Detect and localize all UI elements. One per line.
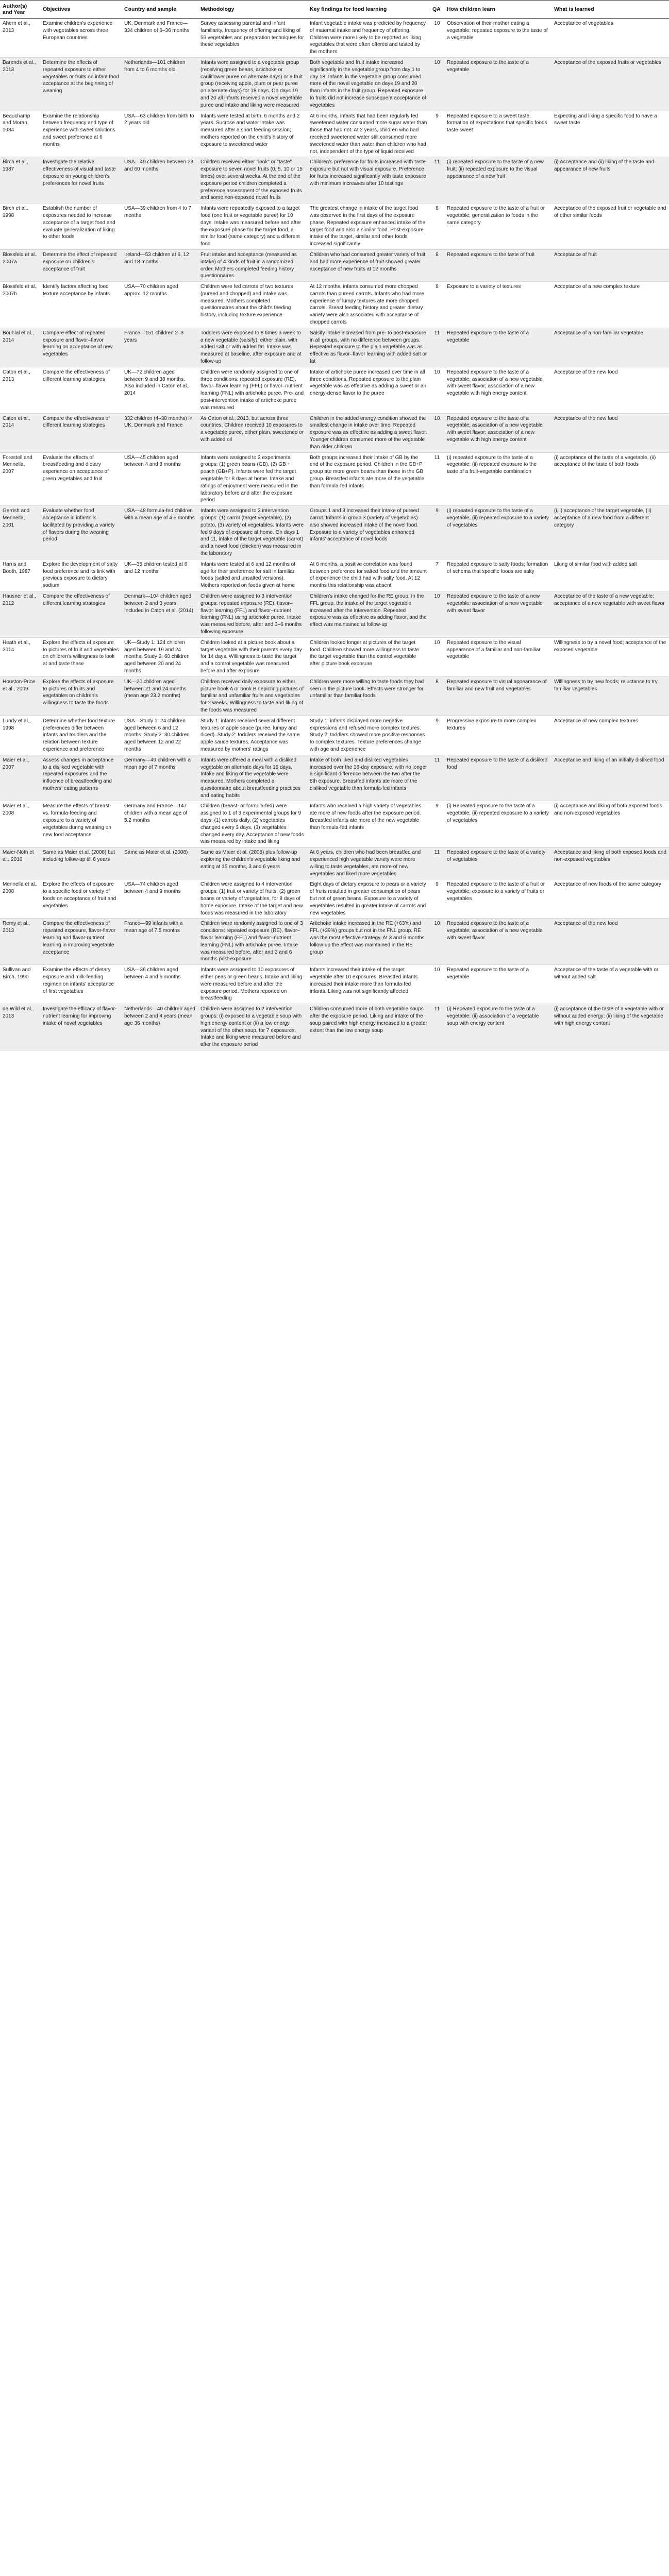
cell-findings: At 6 months, infants that had been regularly fed sweetened water consumed more sugar water than those that had not. At 2 years, children who had received sweetened water still consumed more sweetened water than water than children who had not, independent of the type of liquid received xyxy=(307,111,430,157)
cell-how: Repeated exposure to the taste of a new vegetable; association of a new vegetable with sweet flavor xyxy=(444,591,551,637)
cell-what: Acceptance and liking of both exposed foods and non-exposed vegetables xyxy=(551,848,669,879)
cell-findings: Infants increased their intake of the target vegetable after 10 exposures. Breastfed infants increased their intake more than formula-fed infants. Liking was not significantly affected xyxy=(307,965,430,1004)
cell-author: Harris and Booth, 1987 xyxy=(0,559,40,591)
cell-qa: 9 xyxy=(430,716,444,755)
cell-methodology: Infants were tested at birth, 6 months and 2 years. Sucrose and water intake was measured after a short feeding session; mothers reported on the child's history of exposure to sweetened water xyxy=(198,111,307,157)
cell-findings: Both groups increased their intake of GB by the end of the exposure period. Children in the GB+P group ate more green beans than those in the GB group. Breastfed infants ate more of the vegetable than formula-fed infants xyxy=(307,452,430,506)
cell-what: Willingness to try new foods; reluctance to try familiar vegetables xyxy=(551,676,669,716)
table-row xyxy=(0,1004,669,1050)
cell-author: Blossfeld et al., 2007a xyxy=(0,249,40,281)
cell-findings: Children consumed more of both vegetable soups after the exposure period. Liking and intake of the soup paired with high energy increased to a greater extent than the low energy soup xyxy=(307,1004,430,1050)
cell-objectives: Identify factors affecting food texture acceptance by infants xyxy=(40,282,122,328)
cell-methodology: Infants were tested at 6 and 12 months of age for their preference for salt in familiar foods (salted and unsalted versions). Mothers reported on foods given at home xyxy=(198,559,307,591)
cell-objectives: Assess changes in acceptance to a disliked vegetable with repeated exposures and the influence of breastfeeding and mothers' eating patterns xyxy=(40,755,122,801)
cell-author: de Wild et al., 2013 xyxy=(0,1004,40,1050)
cell-how: Repeated exposure to the taste of a vegetable; association of a new vegetable with sweet flavor; association of a new vegetable with high energy content xyxy=(444,413,551,452)
cell-sample: UK—35 children tested at 6 and 12 months xyxy=(122,559,198,591)
cell-methodology: Fruit intake and acceptance (measured as intake) of 4 kinds of fruit in a randomized order. Mothers completed feeding history questionnaires xyxy=(198,249,307,281)
cell-findings: Children looked longer at pictures of the target food. Children showed more willingness to taste the target vegetable than the control vegetable after picture book exposure xyxy=(307,637,430,676)
cell-objectives: Compare the effectiveness of different learning strategies xyxy=(40,413,122,452)
cell-findings: At 6 months, a positive correlation was found between preference for salted food and the amount of experience the child had with salty food. At 12 months this relationship was absent xyxy=(307,559,430,591)
cell-objectives: Measure the effects of breast- vs. formula-feeding and exposure to a variety of vegetables during weaning on new food acceptance xyxy=(40,801,122,848)
cell-methodology: Toddlers were exposed to 8 times a week to a new vegetable (salsify), either plain, with added salt or with added fat. Intake was measured at baseline, after exposure and at follow-up xyxy=(198,328,307,367)
cell-author: Ahern et al., 2013 xyxy=(0,19,40,58)
cell-how: Repeated exposure to the taste of a vegetable; association of a new vegetable with sweet flavor; association of a new vegetable with high energy content xyxy=(444,367,551,413)
header-what: What is learned xyxy=(551,1,669,19)
header-objectives: Objectives xyxy=(40,1,122,19)
table-row xyxy=(0,157,669,204)
cell-objectives: Same as Maier et al. (2008) but including follow-up till 6 years xyxy=(40,848,122,879)
cell-author: Sullivan and Birch, 1990 xyxy=(0,965,40,1004)
cell-findings: The greatest change in intake of the target food was observed in the first days of the exposure phase. Repeated exposure enhanced intake of the target food and also a similar food. Post-exposure intake of the target, similar and other foods increased significantly xyxy=(307,204,430,250)
cell-sample: France—151 children 2–3 years xyxy=(122,328,198,367)
cell-findings: Intake of both liked and disliked vegetables increased over the 16-day exposure, with no longer a significant difference between the two after the 8th exposure. Breastfed infants ate more of the disliked vegetable than formula-fed infants xyxy=(307,755,430,801)
cell-how: Exposure to a variety of textures xyxy=(444,282,551,328)
cell-findings: Salsify intake increased from pre- to post-exposure in all groups, with no difference between groups. Repeated exposure to the plain vegetable was as effective as flavor–flavor learning with added salt or fat xyxy=(307,328,430,367)
cell-objectives: Examine children's experience with vegetables across three European countries xyxy=(40,19,122,58)
cell-sample: Same as Maier et al. (2008) xyxy=(122,848,198,879)
cell-methodology: Children were fed carrots of two textures (pureed and chopped) and intake was measured. Mothers completed questionnaires about the child's feeding history, including texture experience xyxy=(198,282,307,328)
cell-sample: USA—48 formula-fed children with a mean age of 4.5 months xyxy=(122,506,198,560)
cell-sample: USA—70 children aged approx. 12 months xyxy=(122,282,198,328)
cell-objectives: Investigate the efficacy of flavor-nutrient learning for improving intake of novel vegetables xyxy=(40,1004,122,1050)
cell-objectives: Explore the development of salty food preference and its link with previous exposure to dietary sodium xyxy=(40,559,122,591)
table-row xyxy=(0,676,669,716)
table-row xyxy=(0,965,669,1004)
cell-findings: Intake of artichoke puree increased over time in all three conditions. Repeated exposure to the plain vegetable was as effective as adding a sweet or an energy-dense flavor to the puree xyxy=(307,367,430,413)
header-methodology: Methodology xyxy=(198,1,307,19)
cell-objectives: Examine the effects of dietary exposure and milk-feeding regimen on infants' acceptance of first vegetables xyxy=(40,965,122,1004)
cell-methodology: Infants were assigned to 3 intervention groups: (1) carrot (target vegetable), (2) potato, (3) variety of vegetables. Infants were fed 9 days of exposure at home. On days 1 and 11, intake of the target vegetable (carrot) and a novel food (chicken) was measured in the laboratory xyxy=(198,506,307,560)
cell-qa: 10 xyxy=(430,919,444,965)
cell-methodology: Children were assigned to 2 intervention groups: (i) exposed to a vegetable soup with high energy content or (ii) a low energy variant of the other soup, for 7 exposures. Intake and liking were measured before and after the exposure period xyxy=(198,1004,307,1050)
cell-what: (i) Acceptance and liking of both exposed foods and non-exposed vegetables xyxy=(551,801,669,848)
cell-sample: Denmark—104 children aged between 2 and 3 years. Included in Caton et al. (2014) xyxy=(122,591,198,637)
cell-sample: 332 children (4–38 months) in UK, Denmark and France xyxy=(122,413,198,452)
table-row xyxy=(0,848,669,879)
cell-author: Maier-Nöth et al., 2016 xyxy=(0,848,40,879)
cell-qa: 10 xyxy=(430,57,444,111)
cell-qa: 9 xyxy=(430,506,444,560)
cell-qa: 11 xyxy=(430,157,444,204)
cell-sample: USA—45 children aged between 4 and 8 months xyxy=(122,452,198,506)
cell-how: (i) Repeated exposure to the taste of a vegetable; (ii) association of a vegetable soup with energy content xyxy=(444,1004,551,1050)
cell-author: Gerrish and Mennella, 2001 xyxy=(0,506,40,560)
cell-what: Acceptance of a non-familiar vegetable xyxy=(551,328,669,367)
cell-how: Repeated exposure to salty foods; formation of schema that specific foods are salty xyxy=(444,559,551,591)
cell-how: Repeated exposure to the taste of a disliked food xyxy=(444,755,551,801)
cell-qa: 8 xyxy=(430,204,444,250)
cell-methodology: Children received either "look" or "taste" exposure to seven novel fruits (0, 5, 10 or 15 times) over several weeks. At the end of the exposure period children completed a preference assessment of the exposed fruits and some non-exposed novel fruits xyxy=(198,157,307,204)
cell-qa: 11 xyxy=(430,848,444,879)
cell-author: Barends et al., 2013 xyxy=(0,57,40,111)
cell-author: Maier et al., 2007 xyxy=(0,755,40,801)
cell-what: Acceptance and liking of an initially disliked food xyxy=(551,755,669,801)
cell-findings: Study 1: infants displayed more negative expressions and refused more complex textures. Study 2: toddlers showed more positive responses to complex textures. Texture preferences change with age and experience xyxy=(307,716,430,755)
cell-author: Birch et al., 1987 xyxy=(0,157,40,204)
cell-methodology: Children were assigned to 3 intervention groups: repeated exposure (RE), flavor–flavor learning (FFL) and flavor–nutrient learning (FNL) using artichoke puree. Intake was measured before, after and 3–6 months following exposure xyxy=(198,591,307,637)
cell-methodology: Infants were assigned to a vegetable group (receiving green beans, artichoke or cauliflower puree on alternate days) or a fruit group (receiving apple, plum or pear puree on alternate days) for 18 days. On days 19 and 20 all infants received a novel vegetable puree and intake and liking were measured xyxy=(198,57,307,111)
cell-qa: 9 xyxy=(430,801,444,848)
cell-findings: Children in the added energy condition showed the smallest change in intake over time. Repeated exposure was as effective as adding a sweet flavor. Younger children consumed more of the vegetable than older children xyxy=(307,413,430,452)
table-row xyxy=(0,57,669,111)
cell-what: Acceptance of the exposed fruit or vegetable and of other similar foods xyxy=(551,204,669,250)
cell-sample: UK, Denmark and France—334 children of 6–36 months xyxy=(122,19,198,58)
cell-methodology: Survey assessing parental and infant familiarity, frequency of offering and liking of 56 vegetables and preparation techniques for these vegetables xyxy=(198,19,307,58)
cell-qa: 9 xyxy=(430,111,444,157)
cell-how: Repeated exposure to visual appearance of familiar and new fruit and vegetables xyxy=(444,676,551,716)
cell-objectives: Compare the effectiveness of repeated exposure, flavor-flavor learning and flavor-nutrient learning in improving vegetable acceptance xyxy=(40,919,122,965)
cell-findings: Infant vegetable intake was predicted by frequency of maternal intake and frequency of offering. Children were more likely to be reported as liking vegetables that were often offered and tasted by the mothers xyxy=(307,19,430,58)
cell-objectives: Explore the effects of exposure to pictures of fruit and vegetables on children's willingness to look at and taste these xyxy=(40,637,122,676)
cell-objectives: Investigate the relative effectiveness of visual and taste exposure on young children's preferences for novel fruits xyxy=(40,157,122,204)
cell-author: Houston-Price et al., 2009 xyxy=(0,676,40,716)
cell-methodology: Infants were repeatedly exposed to a target food (one fruit or vegetable puree) for 10 days. Intake was measured before and after the exposure phase for the target food, a similar food (same category) and a different food xyxy=(198,204,307,250)
header-findings: Key findings for food learning xyxy=(307,1,430,19)
table-row xyxy=(0,204,669,250)
cell-how: Repeated exposure to the taste of a fruit or vegetable; exposure to a variety of fruits or vegetables xyxy=(444,879,551,919)
cell-qa: 11 xyxy=(430,755,444,801)
cell-objectives: Compare effect of repeated exposure and flavor–flavor learning on acceptance of new vegetables xyxy=(40,328,122,367)
cell-what: Acceptance of fruit xyxy=(551,249,669,281)
cell-what: Acceptance of the exposed fruits or vegetables xyxy=(551,57,669,111)
cell-methodology: Children were randomly assigned to one of three conditions: repeated exposure (RE), flavor–flavor learning (FFL) or flavor–nutrient learning (FNL) with artichoke puree. Pre- and post-intervention intake of artichoke puree was measured xyxy=(198,367,307,413)
cell-sample: USA—74 children aged between 4 and 9 months xyxy=(122,879,198,919)
cell-what: Expecting and liking a specific food to have a sweet taste xyxy=(551,111,669,157)
cell-author: Heath et al., 2014 xyxy=(0,637,40,676)
cell-sample: Netherlands—40 children aged between 2 and 4 years (mean age 36 months) xyxy=(122,1004,198,1050)
cell-qa: 9 xyxy=(430,879,444,919)
cell-objectives: Compare the effectiveness of different learning strategies xyxy=(40,591,122,637)
cell-qa: 8 xyxy=(430,282,444,328)
table-row xyxy=(0,367,669,413)
cell-findings: Both vegetable and fruit intake increased significantly in the vegetable group from day 1 to day 18. Infants in the vegetable group consumed more of the novel vegetable on days 19 and 20 than infants in the fruit group. Repeated exposure to fruits did not increase subsequent acceptance of vegetables xyxy=(307,57,430,111)
cell-qa: 11 xyxy=(430,452,444,506)
table-row xyxy=(0,249,669,281)
cell-sample: UK—20 children aged between 21 and 24 months (mean age 23.2 months) xyxy=(122,676,198,716)
cell-findings: Children's intake changed for the RE group. In the FFL group, the intake of the target vegetable increased after the intervention. Repeated exposure was as effective as adding flavor, and the effect was maintained at follow-up xyxy=(307,591,430,637)
cell-methodology: Children received daily exposure to either picture book A or book B depicting pictures of familiar and unfamiliar fruits and vegetables for 2 weeks. Willingness to taste and liking of the foods was measured xyxy=(198,676,307,716)
cell-qa: 10 xyxy=(430,965,444,1004)
cell-author: Bouhlal et al., 2014 xyxy=(0,328,40,367)
cell-findings: Eight days of dietary exposure to pears or a variety of fruits resulted in greater consumption of pears but not of green beans. Exposure to a variety of vegetables resulted in greater intake of carrots and new vegetables xyxy=(307,879,430,919)
cell-how: Repeated exposure to the taste of a vegetable xyxy=(444,965,551,1004)
cell-qa: 10 xyxy=(430,413,444,452)
cell-how: (i) repeated exposure to the taste of a new fruit; (ii) repeated exposure to the visual appearance of a new fruit xyxy=(444,157,551,204)
table-row xyxy=(0,506,669,560)
cell-how: Repeated exposure to the taste of a vegetable xyxy=(444,328,551,367)
cell-what: Acceptance of the new food xyxy=(551,919,669,965)
cell-methodology: Children were randomly assigned to one of 3 conditions: repeated exposure (RE), flavor–flavor learning (FFL) and flavor–nutrient learning (FNL) with artichoke puree. Intake was measured before, after and 3 and 6 months post-exposure xyxy=(198,919,307,965)
header-how: How children learn xyxy=(444,1,551,19)
cell-qa: 10 xyxy=(430,591,444,637)
table-header xyxy=(0,1,669,19)
cell-objectives: Establish the number of exposures needed to increase acceptance of a target food and evaluate generalization of liking to other foods xyxy=(40,204,122,250)
cell-how: Progressive exposure to more complex textures xyxy=(444,716,551,755)
table-row xyxy=(0,716,669,755)
cell-methodology: Children looked at a picture book about a target vegetable with their parents every day for 14 days. Willingness to taste the target and a control vegetable was measured before and after exposure xyxy=(198,637,307,676)
cell-methodology: Children were assigned to 4 intervention groups: (1) fruit or variety of fruits; (2) green beans or variety of vegetables, for 8 days of home exposure. Intake of the target and new foods was measured in the laboratory xyxy=(198,879,307,919)
cell-author: Lundy et al., 1998 xyxy=(0,716,40,755)
cell-qa: 8 xyxy=(430,249,444,281)
table-body xyxy=(0,19,669,1050)
cell-findings: Infants who received a high variety of vegetables ate more of new foods after the exposure period. Breastfed infants ate more of the new vegetable than formula-fed infants xyxy=(307,801,430,848)
cell-author: Caton et al., 2014 xyxy=(0,413,40,452)
cell-methodology: Infants were assigned to 2 experimental groups: (1) green beans (GB), (2) GB + peach (GB+P). Infants were fed the target vegetable for 8 days at home. Intake and ratings of enjoyment were measured in the laboratory before and after the exposure period xyxy=(198,452,307,506)
cell-objectives: Compare the effectiveness of different learning strategies xyxy=(40,367,122,413)
cell-what: Willingness to try a novel food; acceptance of the exposed vegetable xyxy=(551,637,669,676)
cell-what: Acceptance of the taste of a vegetable with or without added salt xyxy=(551,965,669,1004)
cell-qa: 10 xyxy=(430,19,444,58)
table-row xyxy=(0,559,669,591)
cell-sample: UK—Study 1: 124 children aged between 19 and 24 months; Study 2: 60 children aged between 20 and 24 months xyxy=(122,637,198,676)
cell-how: Repeated exposure to the taste of a vegetable; association of a new vegetable with sweet flavor xyxy=(444,919,551,965)
cell-how: (i) repeated exposure to the taste of a vegetable; (ii) repeated exposure to the taste of a fruit-vegetable combination xyxy=(444,452,551,506)
table-row xyxy=(0,801,669,848)
header-author: Author(s) and Year xyxy=(0,1,40,19)
cell-objectives: Evaluate the effects of breastfeeding and dietary experience on acceptance of green vegetables and fruit xyxy=(40,452,122,506)
cell-how: Repeated exposure to the taste of a vegetable xyxy=(444,57,551,111)
cell-how: (i) Repeated exposure to the taste of a vegetable; (ii) repeated exposure to a variety of vegetables xyxy=(444,801,551,848)
header-sample: Country and sample xyxy=(122,1,198,19)
cell-sample: USA—Study 1: 24 children aged between 6 and 12 months; Study 2: 30 children aged between 12 and 22 months xyxy=(122,716,198,755)
cell-qa: 8 xyxy=(430,676,444,716)
cell-qa: 10 xyxy=(430,637,444,676)
cell-methodology: As Caton et al., 2013, but across three countries. Children received 10 exposures to a vegetable puree, either plain, sweetened or with added oil xyxy=(198,413,307,452)
cell-objectives: Determine the effects of repeated exposure to either vegetables or fruits on infant food acceptance at the beginning of weaning xyxy=(40,57,122,111)
cell-qa: 10 xyxy=(430,367,444,413)
cell-what: Acceptance of the new food xyxy=(551,367,669,413)
table-row xyxy=(0,413,669,452)
cell-methodology: Infants were assigned to 10 exposures of either peas or green beans. Intake and liking were measured before and after the exposure period. Mothers reported on breastfeeding xyxy=(198,965,307,1004)
cell-sample: USA—49 children between 23 and 60 months xyxy=(122,157,198,204)
cell-author: Caton et al., 2013 xyxy=(0,367,40,413)
cell-author: Beauchamp and Moran, 1984 xyxy=(0,111,40,157)
cell-what: Acceptance of new complex textures xyxy=(551,716,669,755)
cell-findings: At 12 months, infants consumed more chopped carrots than pureed carrots. Infants who had more experience of lumpy textures ate more chopped carrots. Breast feeding history and greater dietary variety were also associated with acceptance of chopped carrots xyxy=(307,282,430,328)
cell-sample: Germany and France—147 children with a mean age of 5.2 months xyxy=(122,801,198,848)
cell-what: (i) acceptance of the taste of a vegetable, (ii) acceptance of the taste of both foods xyxy=(551,452,669,506)
cell-qa: 11 xyxy=(430,1004,444,1050)
table-row xyxy=(0,591,669,637)
table-row xyxy=(0,919,669,965)
cell-objectives: Examine the relationship between frequency and type of experience with sweet solutions and sweet preference at 6 months xyxy=(40,111,122,157)
cell-objectives: Determine the effect of repeated exposure on children's acceptance of fruit xyxy=(40,249,122,281)
cell-author: Blossfeld et al., 2007b xyxy=(0,282,40,328)
table-row xyxy=(0,879,669,919)
cell-objectives: Explore the effects of exposure to a specific food or variety of foods on acceptance of fruit and vegetables xyxy=(40,879,122,919)
table-row xyxy=(0,111,669,157)
cell-what: Acceptance of the taste of a new vegetable; acceptance of a new vegetable with sweet flavor xyxy=(551,591,669,637)
cell-qa: 11 xyxy=(430,328,444,367)
table-row xyxy=(0,755,669,801)
cell-author: Remy et al., 2013 xyxy=(0,919,40,965)
cell-what: (i,ii) acceptance of the target vegetable, (ii) acceptance of a new food from a different category xyxy=(551,506,669,560)
cell-methodology: Children (breast- or formula-fed) were assigned to 1 of 3 experimental groups for 9 days: (1) carrots daily, (2) vegetables changed every 3 days, (3) vegetables changed every day. Acceptance of new foods was measured by intake and liking xyxy=(198,801,307,848)
cell-what: Acceptance of a new complex texture xyxy=(551,282,669,328)
cell-author: Hausner et al., 2012 xyxy=(0,591,40,637)
cell-what: Acceptance of new foods of the same category xyxy=(551,879,669,919)
cell-how: Repeated exposure to the visual appearance of a familiar and non-familiar vegetable xyxy=(444,637,551,676)
header-row xyxy=(0,1,669,19)
cell-how: Repeated exposure to the taste of a fruit or vegetable; generalization to foods in the same category xyxy=(444,204,551,250)
cell-author: Maier et al., 2008 xyxy=(0,801,40,848)
cell-what: Acceptance of the new food xyxy=(551,413,669,452)
cell-how: (i) repeated exposure to the taste of a vegetable, (ii) repeated exposure to a variety of vegetables xyxy=(444,506,551,560)
cell-findings: At 6 years, children who had been breastfed and experienced high vegetable variety were more willing to taste vegetables, ate more of new vegetables and liked more vegetables xyxy=(307,848,430,879)
cell-objectives: Explore the effects of exposure to pictures of fruits and vegetables on children's willingness to taste the foods xyxy=(40,676,122,716)
cell-findings: Artichoke intake increased in the RE (+63%) and FFL (+39%) groups but not in the FNL group. RE was the most effective strategy. At 3 and 6 months follow-up the effect was maintained in the RE group xyxy=(307,919,430,965)
cell-what: Acceptance of vegetables xyxy=(551,19,669,58)
cell-sample: Ireland—53 children at 6, 12 and 18 months xyxy=(122,249,198,281)
table-row xyxy=(0,19,669,58)
table-row xyxy=(0,637,669,676)
cell-sample: UK—72 children aged between 9 and 38 months. Also included in Caton et al., 2014 xyxy=(122,367,198,413)
cell-author: Mennella et al., 2008 xyxy=(0,879,40,919)
cell-what: Liking of similar food with added salt xyxy=(551,559,669,591)
cell-findings: Children were more willing to taste foods they had seen in the picture book. Effects were stronger for unfamiliar than familiar foods xyxy=(307,676,430,716)
cell-findings: Children's preference for fruits increased with taste exposure but not with visual exposure. Preference for fruits increased significantly with taste exposure with minimum increases after 10 tastings xyxy=(307,157,430,204)
table-row xyxy=(0,328,669,367)
cell-objectives: Determine whether food texture preferences differ between infants and toddlers and the relation between texture experience and preference xyxy=(40,716,122,755)
cell-sample: France—99 infants with a mean age of 7.5 months xyxy=(122,919,198,965)
header-qa: QA xyxy=(430,1,444,19)
cell-how: Repeated exposure to a sweet taste; formation of expectations that specific foods taste sweet xyxy=(444,111,551,157)
cell-how: Observation of their mother eating a vegetable; repeated exposure to the taste of a vegetable xyxy=(444,19,551,58)
table-row xyxy=(0,282,669,328)
cell-sample: USA—39 children from 4 to 7 months xyxy=(122,204,198,250)
cell-findings: Groups 1 and 3 increased their intake of pureed carrot. Infants in group 3 (variety of vegetables) also showed increased intake of the novel food. Exposure to a variety of vegetables enhanced infants' acceptance of novel foods xyxy=(307,506,430,560)
cell-author: Forestell and Mennella, 2007 xyxy=(0,452,40,506)
cell-objectives: Evaluate whether food acceptance in infants is facilitated by providing a variety of flavors during the weaning period xyxy=(40,506,122,560)
cell-author: Birch et al., 1998 xyxy=(0,204,40,250)
cell-what: (i) Acceptance and (ii) liking of the taste and appearance of new fruits xyxy=(551,157,669,204)
cell-methodology: Study 1: infants received several different textures of apple sauce (puree, lumpy and diced). Study 2: toddlers received the same apple sauce textures. Acceptance was measured by mothers' ratings xyxy=(198,716,307,755)
cell-what: (i) acceptance of the taste of a vegetable with or without added energy; (ii) liking of the vegetable with high energy content xyxy=(551,1004,669,1050)
cell-qa: 7 xyxy=(430,559,444,591)
cell-methodology: Same as Maier et al. (2008) plus follow-up exploring the children's vegetable liking and eating at 15 months, 3 and 6 years xyxy=(198,848,307,879)
cell-how: Repeated exposure to the taste of fruit xyxy=(444,249,551,281)
cell-methodology: Infants were offered a meal with a disliked vegetable on alternate days for 16 days. Intake and liking of the vegetable were measured. Mothers completed a questionnaire about breastfeeding practices and eating habits xyxy=(198,755,307,801)
data-table xyxy=(0,0,669,1050)
cell-sample: USA—36 children aged between 4 and 6 months xyxy=(122,965,198,1004)
cell-how: Repeated exposure to the taste of a variety of vegetables xyxy=(444,848,551,879)
table-row xyxy=(0,452,669,506)
cell-sample: Germany—49 children with a mean age of 7 months xyxy=(122,755,198,801)
cell-sample: USA—63 children from birth to 2 years old xyxy=(122,111,198,157)
cell-findings: Children who had consumed greater variety of fruit and had more experience of fruit showed greater acceptance of new fruits at 12 months xyxy=(307,249,430,281)
cell-sample: Netherlands—101 children from 4 to 6 months old xyxy=(122,57,198,111)
